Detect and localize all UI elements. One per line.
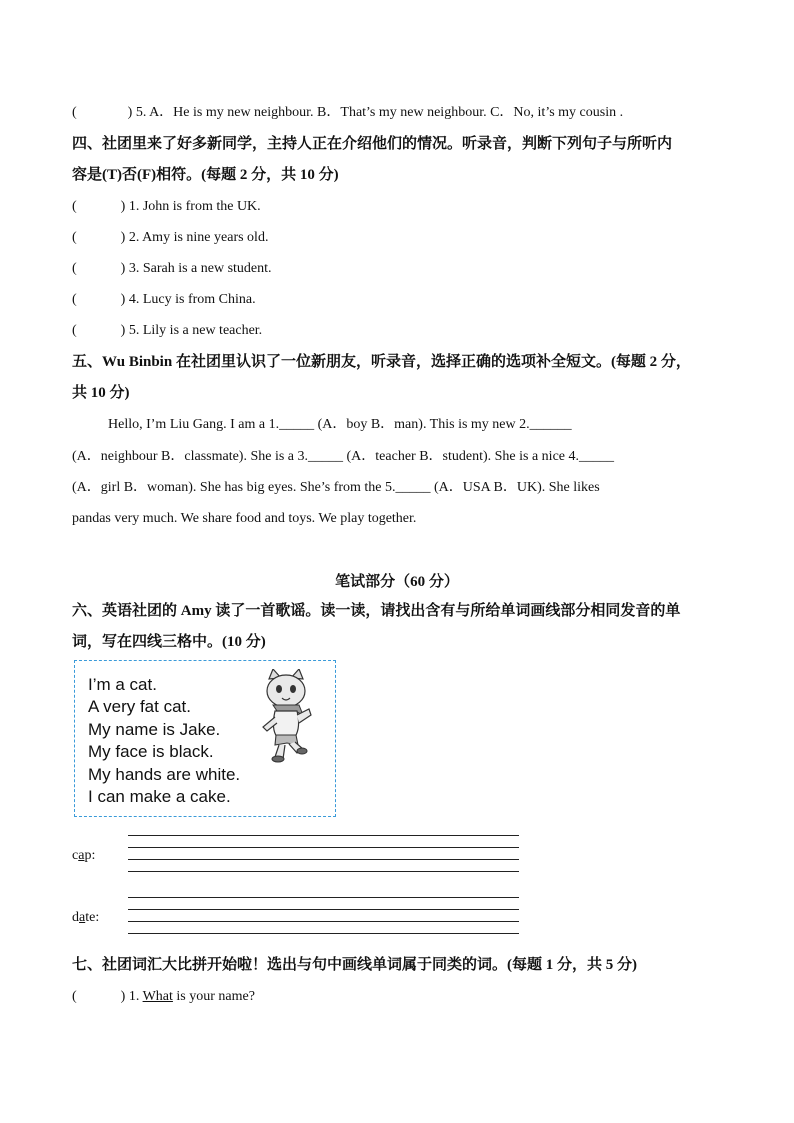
passage-line: Hello, I’m Liu Gang. I am a 1._____ (A．boy B．man). This is my new 2.______ bbox=[108, 417, 572, 432]
section-5-heading-line-2: 共 10 分) bbox=[72, 385, 130, 401]
section-6-heading-line-2: 词，写在四线三格中。(10 分) bbox=[72, 634, 266, 650]
answer-paren-close: ) bbox=[120, 292, 126, 307]
writing-lines-cap[interactable] bbox=[128, 835, 519, 875]
poem-line: I’m a cat. bbox=[88, 675, 157, 694]
answer-paren-open: ( bbox=[72, 989, 77, 1004]
underlined-letter: a bbox=[78, 848, 85, 863]
answer-paren-close: ) bbox=[127, 105, 133, 120]
section-4-item bbox=[72, 198, 261, 216]
item-text: 4. Lucy is from China. bbox=[128, 292, 256, 307]
item-text: is your name? bbox=[172, 989, 255, 1004]
answer-paren-close: ) bbox=[120, 230, 126, 245]
word-label-cap: cap: bbox=[72, 848, 96, 863]
item-number: 1. bbox=[128, 989, 140, 1004]
section-4-heading-line-1: 四、社团里来了好多新同学，主持人正在介绍他们的情况。听录音，判断下列句子与所听内 bbox=[72, 136, 673, 152]
answer-paren-open: ( bbox=[72, 292, 77, 307]
answer-paren-open: ( bbox=[72, 230, 77, 245]
section-4-item bbox=[72, 291, 256, 309]
poem-line: My hands are white. bbox=[88, 765, 241, 784]
poem-line: A very fat cat. bbox=[88, 697, 191, 716]
writing-lines-date[interactable] bbox=[128, 897, 519, 937]
section-6-heading-line-1: 六、英语社团的 Amy 读了一首歌谣。读一读，请找出含有与所给单词画线部分相同发音的单 bbox=[72, 603, 681, 619]
answer-paren-open: ( bbox=[72, 105, 77, 120]
written-part-title: 笔试部分（60 分） bbox=[335, 574, 459, 590]
passage-line: (A．girl B．woman). She has big eyes. She’s from the 5._____ (A．USA B．UK). She likes bbox=[72, 480, 600, 495]
section-4-item bbox=[72, 260, 272, 278]
question-text: 5. A．He is my new neighbour. B．That’s my new neighbour. C．No, it’s my cousin . bbox=[135, 105, 624, 120]
answer-paren-close: ) bbox=[120, 323, 126, 338]
section-4-item bbox=[72, 229, 268, 247]
item-text: 3. Sarah is a new student. bbox=[128, 261, 272, 276]
section-5-heading-line-1: 五、Wu Binbin 在社团里认识了一位新朋友，听录音，选择正确的选项补全短文。(每题 2 分， bbox=[72, 354, 691, 370]
poem-box bbox=[74, 660, 336, 817]
item-text: 1. John is from the UK. bbox=[128, 199, 261, 214]
underlined-letter: a bbox=[79, 910, 86, 925]
word-label-date: date: bbox=[72, 910, 100, 925]
cat-illustration bbox=[255, 669, 317, 765]
item-text: 2. Amy is nine years old. bbox=[128, 230, 269, 245]
poem-line: My name is Jake. bbox=[88, 720, 221, 739]
answer-paren-open: ( bbox=[72, 261, 77, 276]
poem-line: I can make a cake. bbox=[88, 787, 231, 806]
passage-line: (A．neighbour B．classmate). She is a 3._____ (A．teacher B．student). She is a nice 4._____ bbox=[72, 449, 615, 464]
passage-line: pandas very much. We share food and toys. We play together. bbox=[72, 511, 417, 526]
underlined-word: What bbox=[142, 989, 173, 1004]
listening-question-5 bbox=[72, 104, 623, 122]
answer-paren-close: ) bbox=[120, 261, 126, 276]
answer-paren-open: ( bbox=[72, 323, 77, 338]
section-4-heading-line-2: 容是(T)否(F)相符。(每题 2 分，共 10 分) bbox=[72, 167, 339, 183]
answer-paren-close: ) bbox=[120, 199, 126, 214]
item-text: 5. Lily is a new teacher. bbox=[128, 323, 263, 338]
answer-paren-open: ( bbox=[72, 199, 77, 214]
poem-line: My face is black. bbox=[88, 742, 214, 761]
section-7-heading: 七、社团词汇大比拼开始啦！选出与句中画线单词属于同类的词。(每题 1 分，共 5 分) bbox=[72, 957, 637, 973]
answer-paren-close: ) bbox=[120, 989, 126, 1004]
section-4-item bbox=[72, 322, 262, 340]
section-7-item bbox=[72, 988, 255, 1006]
